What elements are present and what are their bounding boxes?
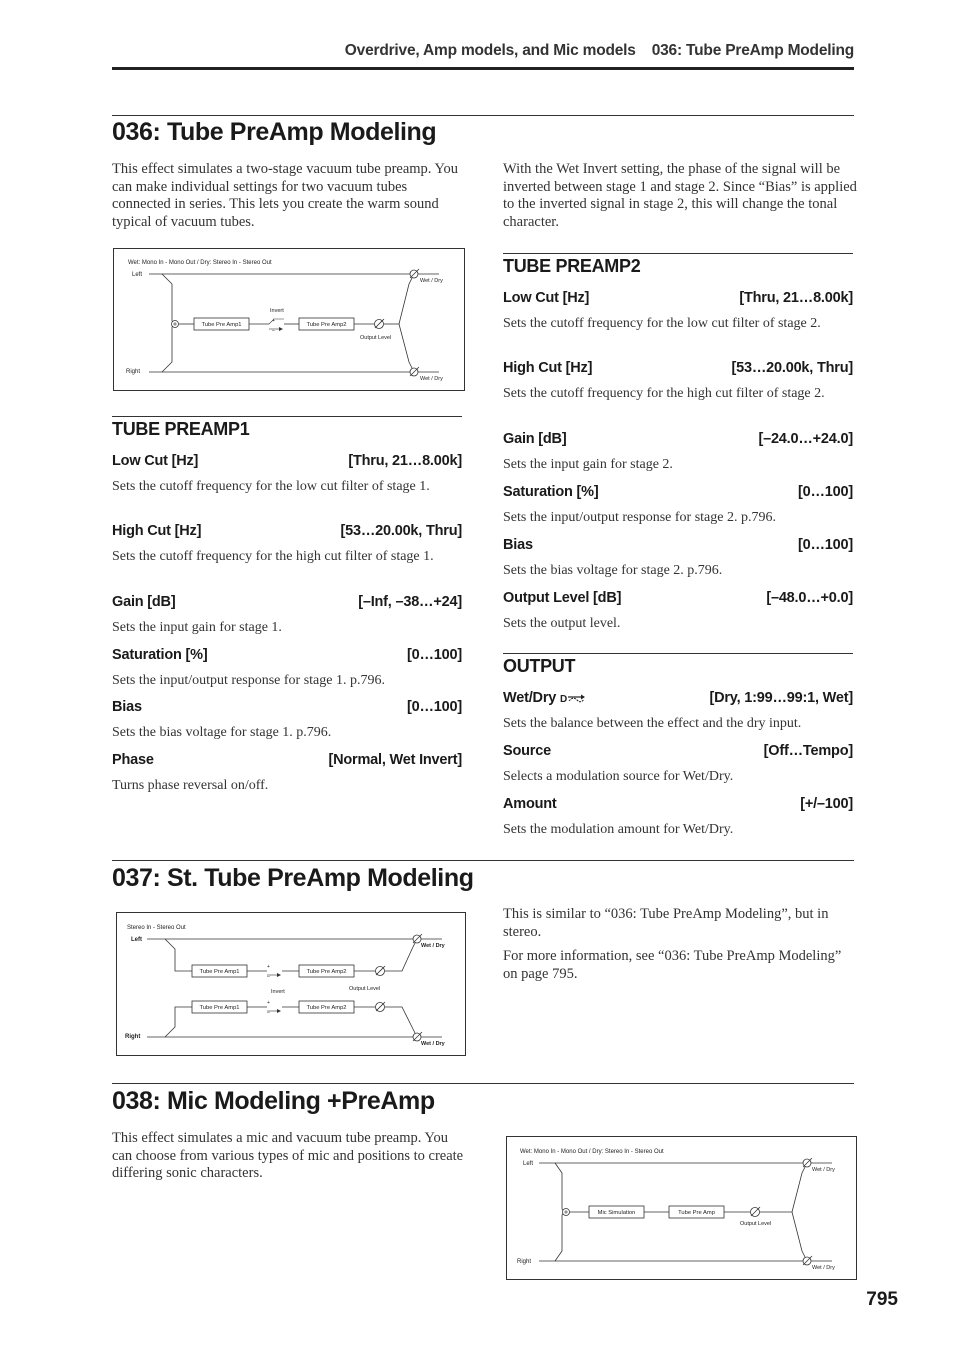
block-label: Tube Pre Amp1 bbox=[199, 969, 240, 975]
param-desc: Sets the cutoff frequency for the high cut filter of stage 1. bbox=[112, 549, 434, 564]
para1-037: This is similar to “036: Tube PreAmp Modeling”, but in stereo. bbox=[503, 906, 829, 940]
param-desc: Sets the bias voltage for stage 1. p.796. bbox=[112, 725, 332, 740]
param-desc: Sets the balance between the effect and the dry input. bbox=[503, 716, 802, 731]
heading-preamp1: TUBE PREAMP1 bbox=[112, 419, 250, 439]
param-row: Phase [Normal, Wet Invert] bbox=[112, 752, 462, 768]
diagram-right-label: Right bbox=[125, 1034, 141, 1040]
param-desc: Sets the cutoff frequency for the low cut filter of stage 1. bbox=[112, 479, 430, 494]
diagram-io-label: Wet: Mono In - Mono Out / Dry: Stereo In - Stereo Out bbox=[520, 1149, 664, 1155]
block-label: Tube Pre Amp1 bbox=[201, 322, 242, 328]
output-level-label: Output Level bbox=[360, 335, 392, 341]
para2-037: For more information, see “036: Tube PreAmp Modeling” on page 795. bbox=[503, 948, 842, 982]
param-desc: Sets the modulation amount for Wet/Dry. bbox=[503, 822, 734, 837]
diagram-left-label: Left bbox=[523, 1161, 534, 1167]
block-label: Tube Pre Amp2 bbox=[306, 322, 347, 328]
rule-output bbox=[503, 653, 853, 654]
svg-text:+: + bbox=[272, 318, 275, 324]
block-label: Tube Pre Amp bbox=[678, 1210, 715, 1216]
param-row: Low Cut [Hz] [Thru, 21…8.00k] bbox=[112, 453, 462, 469]
param-row: Saturation [%] [0…100] bbox=[112, 647, 462, 663]
diagram-left-label: Left bbox=[131, 937, 142, 943]
param-desc: Sets the input/output response for stage 1. p.796. bbox=[112, 673, 385, 688]
intro-038: This effect simulates a mic and vacuum tube preamp. You can choose from various types of mic and positions to create differing sonic characters. bbox=[112, 1130, 464, 1181]
param-desc: Sets the input gain for stage 2. bbox=[503, 457, 673, 472]
output-level-label: Output Level bbox=[349, 986, 381, 992]
block-label: Tube Pre Amp2 bbox=[306, 1005, 347, 1011]
param-desc: Sets the output level. bbox=[503, 616, 621, 631]
diagram-right-label: Right bbox=[517, 1259, 532, 1265]
section-rule-038 bbox=[112, 1083, 854, 1084]
svg-text:–: – bbox=[267, 974, 270, 980]
invert-label: Invert bbox=[270, 308, 284, 314]
intro-036: This effect simulates a two-stage vacuum tube preamp. You can make individual settings for two vacuum tubes connected in series. This lets you create the warm sound typical of vacuum tubes. bbox=[112, 161, 459, 230]
section-rule-037 bbox=[112, 860, 854, 861]
diagram-right-label: Right bbox=[126, 369, 141, 375]
signal-diagram-037 bbox=[116, 912, 466, 1056]
rule-preamp1 bbox=[112, 416, 462, 417]
param-desc: Selects a modulation source for Wet/Dry. bbox=[503, 769, 734, 784]
param-row: Gain [dB] [–24.0…+24.0] bbox=[503, 431, 853, 447]
svg-text:–: – bbox=[272, 328, 275, 334]
title-037: 037: St. Tube PreAmp Modeling bbox=[112, 864, 474, 892]
param-row: Gain [dB] [–Inf, –38…+24] bbox=[112, 594, 462, 610]
param-desc: Sets the input gain for stage 1. bbox=[112, 620, 282, 635]
title-036: 036: Tube PreAmp Modeling bbox=[112, 118, 437, 146]
page-number: 795 bbox=[866, 1289, 898, 1310]
wetdry-label: Wet / Dry bbox=[420, 376, 443, 382]
note-036: With the Wet Invert setting, the phase of the signal will be inverted between stage 1 and stage 2. Since “Bias” is applied to the inverted signal in stage 2, this will change the tonal character. bbox=[503, 161, 857, 230]
diagram-io-label: Wet: Mono In - Mono Out / Dry: Stereo In - Stereo Out bbox=[128, 260, 272, 266]
running-header bbox=[112, 42, 854, 60]
wetdry-label: Wet / Dry bbox=[812, 1167, 835, 1173]
diagram-left-label: Left bbox=[132, 272, 143, 278]
title-038: 038: Mic Modeling +PreAmp bbox=[112, 1087, 435, 1115]
wetdry-label: Wet / Dry bbox=[421, 943, 445, 949]
section-rule-036 bbox=[112, 115, 854, 116]
heading-output: OUTPUT bbox=[503, 656, 576, 676]
block-label: Mic Simulation bbox=[597, 1210, 636, 1216]
signal-diagram-038 bbox=[506, 1136, 857, 1280]
param-desc: Sets the cutoff frequency for the low cut filter of stage 2. bbox=[503, 316, 821, 331]
svg-text:+: + bbox=[267, 964, 270, 970]
param-desc: Turns phase reversal on/off. bbox=[112, 778, 269, 793]
param-row: Amount [+/–100] bbox=[503, 796, 853, 812]
header-section: Overdrive, Amp models, and Mic models bbox=[344, 42, 636, 59]
svg-text:–: – bbox=[267, 1010, 270, 1016]
block-label: Tube Pre Amp1 bbox=[199, 1005, 240, 1011]
svg-text:+: + bbox=[267, 1000, 270, 1006]
modulation-icon bbox=[560, 692, 586, 704]
wetdry-label: Wet / Dry bbox=[420, 278, 443, 284]
param-row: Wet/Dry D [Dry, 1:99…99:1, Wet] bbox=[503, 690, 853, 706]
param-row: Source [Off…Tempo] bbox=[503, 743, 853, 759]
param-desc: Sets the input/output response for stage 2. p.796. bbox=[503, 510, 776, 525]
param-row: High Cut [Hz] [53…20.00k, Thru] bbox=[112, 523, 462, 539]
heading-preamp2: TUBE PREAMP2 bbox=[503, 256, 641, 276]
param-desc: Sets the cutoff frequency for the high cut filter of stage 2. bbox=[503, 386, 825, 401]
svg-text:D: D bbox=[560, 694, 568, 705]
diagram-io-label: Stereo In - Stereo Out bbox=[127, 925, 186, 931]
wetdry-label: Wet / Dry bbox=[421, 1041, 445, 1047]
param-row: Saturation [%] [0…100] bbox=[503, 484, 853, 500]
param-desc: Sets the bias voltage for stage 2. p.796. bbox=[503, 563, 723, 578]
invert-label: Invert bbox=[271, 989, 285, 995]
wetdry-label: Wet / Dry bbox=[812, 1265, 835, 1271]
header-rule bbox=[112, 67, 854, 70]
param-row: Bias [0…100] bbox=[112, 699, 462, 715]
signal-diagram-036 bbox=[113, 248, 465, 391]
rule-preamp2 bbox=[503, 253, 853, 254]
header-effect: 036: Tube PreAmp Modeling bbox=[651, 42, 854, 59]
param-row: High Cut [Hz] [53…20.00k, Thru] bbox=[503, 360, 853, 376]
output-level-label: Output Level bbox=[740, 1221, 772, 1227]
param-row: Bias [0…100] bbox=[503, 537, 853, 553]
param-row: Output Level [dB] [–48.0…+0.0] bbox=[503, 590, 853, 606]
block-label: Tube Pre Amp2 bbox=[306, 969, 347, 975]
param-row: Low Cut [Hz] [Thru, 21…8.00k] bbox=[503, 290, 853, 306]
